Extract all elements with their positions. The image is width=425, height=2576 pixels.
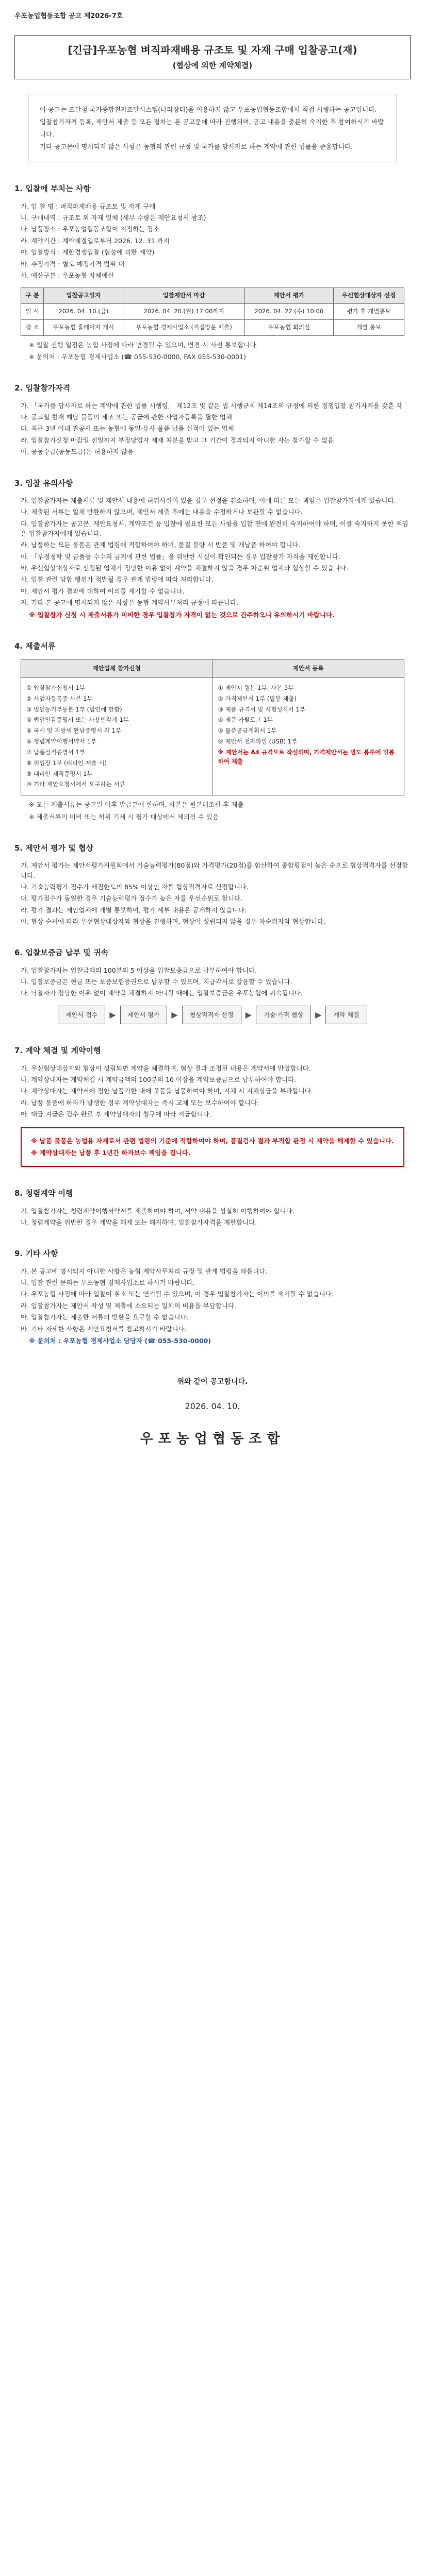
section-item: 마. 「부정청탁 및 금품등 수수의 금지에 관한 법률」을 위반한 사실이 확인되는 경우 입찰참가 자격을 제한합니다. xyxy=(21,552,340,561)
table-header: 제안업체 참가신청 xyxy=(21,660,213,678)
section-item: 가. 입찰참가자는 제출서류 및 제안서 내용에 허위사실이 있을 경우 선정을 취소하며, 이에 따른 모든 책임은 입찰참가자에게 있습니다. xyxy=(21,496,396,504)
document-item: ③ 법인등기부등본 1부 (법인에 한함) xyxy=(26,705,122,713)
closing-statement: 위와 같이 공고합니다. xyxy=(177,1378,248,1386)
section-item: 라. 평가 결과는 제안업체에 개별 통보하며, 평가 세부 내용은 공개하지 않습니다. xyxy=(21,906,247,914)
section-8 xyxy=(14,1188,411,1227)
section-item: 바. 기타 자세한 사항은 제안요청서를 참고하시기 바랍니다. xyxy=(21,1325,187,1333)
section-item: 사. 예산구분 : 우포농협 자체예산 xyxy=(21,271,115,279)
document-item: ⑨ 대리인 재직증명서 1부 xyxy=(26,770,93,777)
highlight-line: ※ 계약상대자는 납품 후 1년간 하자보수 책임을 집니다. xyxy=(31,1148,191,1157)
section-item: 다. 납품장소 : 우포농업협동조합이 지정하는 장소 xyxy=(21,225,160,233)
table-cell: 2026. 04. 20.(월) 17:00까지 xyxy=(123,304,244,320)
table-header: 우선협상대상자 선정 xyxy=(334,288,404,304)
section-item: 아. 제안서 평가 결과에 대하여 이의를 제기할 수 없습니다. xyxy=(21,587,185,595)
document-item: ③ 제품 규격서 및 시험성적서 1부 xyxy=(218,705,305,713)
section-item: 마. 협상 순서에 따라 우선협상대상자와 협상을 진행하며, 협상이 성립되지 않을 경우 차순위자와 협상합니다. xyxy=(21,918,325,926)
section-item: 바. 우선협상대상자로 선정된 업체가 정당한 이유 없이 계약을 체결하지 않을 경우 차순위 업체와 협상할 수 있습니다. xyxy=(21,564,349,572)
section-item: 다. 평가점수가 동일한 경우 기술능력평가 점수가 높은 자를 우선순위로 합니다. xyxy=(21,894,243,903)
document-item: ④ 법인인감증명서 또는 사용인감계 1부 xyxy=(26,716,129,724)
arrow-right-icon: ▶ xyxy=(245,1009,252,1020)
section-item: 다. 최근 3년 이내 관공서 또는 농협에 동일·유사 물품 납품 실적이 있는 업체 xyxy=(21,425,234,433)
document-item: ① 입찰참가신청서 1부 xyxy=(26,684,85,692)
section-title: 5. 제안서 평가 및 협상 xyxy=(14,843,93,853)
section-item: 나. 구매내역 : 규조토 외 자재 일체 (세부 수량은 제안요청서 참조) xyxy=(21,214,206,222)
document-item: ⑩ 기타 제안요청서에서 요구하는 서류 xyxy=(26,781,125,788)
document-item: ⑥ 청렴계약이행서약서 1부 xyxy=(26,738,97,745)
flow-step: 제안서 평가 xyxy=(120,1006,168,1025)
notice-line: 기타 공고문에 명시되지 않은 사항은 농협의 관련 규정 및 국가를 당사자로 하는 계약에 관한 법률을 준용합니다. xyxy=(40,142,353,150)
documents-table xyxy=(21,659,404,795)
section-item: 나. 기술능력평가 점수가 배점한도의 85% 이상인 자를 협상적격자로 선정합니다. xyxy=(21,883,249,891)
section-item: 나. 청렴계약을 위반한 경우 계약을 해제 또는 해지하며, 입찰참가자격을 제한합니다. xyxy=(21,1218,257,1227)
section-item: 라. 납품하는 모든 물품은 관계 법령에 적합하여야 하며, 품질 불량 시 반품 및 재납품 하여야 합니다. xyxy=(21,541,301,549)
section-item: 다. 낙찰자가 정당한 이유 없이 계약을 체결하지 아니할 때에는 입찰보증금은 우포농협에 귀속됩니다. xyxy=(21,989,303,997)
section-item: 가. 제안서 평가는 제안서평가위원회에서 기술능력평가(80점)와 가격평가(20점)를 합산하여 종합평점이 높은 순으로 협상적격자를 선정합니다. xyxy=(21,861,408,879)
table-header: 제안서 평가 xyxy=(244,288,333,304)
table-row xyxy=(21,319,404,335)
section-title: 1. 입찰에 부치는 사항 xyxy=(14,184,91,194)
notice-box xyxy=(28,94,397,162)
section-item: 마. 입찰방식 : 제한경쟁입찰 (협상에 의한 계약) xyxy=(21,248,155,257)
table-cell: 일 시 xyxy=(21,304,44,320)
section-1 xyxy=(14,183,411,362)
highlight-box xyxy=(21,1127,404,1167)
section-note: ※ 입찰 진행 일정은 농협 사정에 따라 변경될 수 있으며, 변경 시 사전 통보합니다. xyxy=(29,341,258,349)
document-number: 우포농업협동조합 공고 제2026-7호 xyxy=(14,12,123,20)
organization-name: 우포농업협동조합 xyxy=(140,1431,285,1447)
section-3 xyxy=(14,478,411,620)
table-row xyxy=(21,678,404,795)
table-cell: 개별 통보 xyxy=(334,319,404,335)
section-item: 마. 대금 지급은 검수 완료 후 계약상대자의 청구에 따라 지급합니다. xyxy=(21,1110,211,1118)
section-item: 다. 우포농협 사정에 따라 입찰이 취소 또는 연기될 수 있으며, 이 경우 입찰참가자는 이의를 제기할 수 없습니다. xyxy=(21,1290,334,1298)
section-2 xyxy=(14,382,411,456)
document-item: ⑦ 납품실적증명서 1부 xyxy=(26,748,85,756)
documents-table-wrap xyxy=(21,659,404,795)
table-cell xyxy=(213,678,404,795)
section-9 xyxy=(14,1248,411,1346)
flow-step: 계약 체결 xyxy=(325,1006,367,1025)
section-title: 9. 기타 사항 xyxy=(14,1249,58,1259)
section-item: 나. 계약상대자는 계약체결 시 계약금액의 100분의 10 이상을 계약보증금으로 납부하여야 합니다. xyxy=(21,1075,297,1083)
section-item: 가. 입찰참가자는 청렴계약이행서약서를 제출하여야 하며, 서약 내용을 성실히 이행하여야 합니다. xyxy=(21,1207,295,1215)
section-item: 마. 입찰참가자는 제출한 서류의 반환을 요구할 수 없습니다. xyxy=(21,1313,189,1321)
section-7 xyxy=(14,1045,411,1167)
document-item: ④ 제품 카탈로그 1부 xyxy=(218,716,273,724)
schedule-table xyxy=(21,287,404,335)
section-note: ※ 제출서류의 미비 또는 허위 기재 시 평가 대상에서 제외될 수 있음 xyxy=(29,812,219,821)
section-item: 가. 본 공고에 명시되지 아니한 사항은 농협 계약사무처리 규정 및 관계 법령을 따릅니다. xyxy=(21,1267,268,1275)
document-item: ※ 제안서는 A4 규격으로 작성하며, 가격제안서는 별도 봉투에 밀봉하여 제출 xyxy=(218,748,395,765)
section-title: 4. 제출서류 xyxy=(14,641,56,651)
document-title: [긴급]우포농협 벼직파재배용 규조토 및 자재 구매 입찰공고(재) xyxy=(68,44,357,57)
arrow-right-icon: ▶ xyxy=(315,1009,322,1020)
closing xyxy=(14,1377,411,1449)
table-header: 입찰제안서 마감 xyxy=(123,288,244,304)
schedule-table-wrap xyxy=(21,287,404,335)
table-cell xyxy=(21,678,213,795)
section-5 xyxy=(14,842,411,927)
section-title: 8. 청렴계약 이행 xyxy=(14,1189,73,1198)
document-item: ② 가격제안서 1부 (밀봉 제출) xyxy=(218,694,297,702)
section-title: 7. 계약 체결 및 계약이행 xyxy=(14,1046,101,1056)
table-header-row xyxy=(21,288,404,304)
warning-note: ※ 입찰참가 신청 시 제출서류가 미비한 경우 입찰참가 자격이 없는 것으로 간주하오니 유의하시기 바랍니다. xyxy=(29,611,335,619)
section-item: 마. 공동수급(공동도급)은 허용하지 않음 xyxy=(21,448,134,456)
section-item: 가. 「국가를 당사자로 하는 계약에 관한 법률 시행령」 제12조 및 같은 법 시행규칙 제14조의 규정에 의한 경쟁입찰 참가자격을 갖춘 자 xyxy=(21,401,403,410)
table-cell: 우포농협 경제사업소 (직접방문 제출) xyxy=(123,319,244,335)
table-cell: 2026. 04. 22.(수) 10:00 xyxy=(244,304,333,320)
section-4 xyxy=(14,640,411,822)
table-cell: 2026. 04. 10.(금) xyxy=(44,304,123,320)
section-item: 나. 입찰 관련 문의는 우포농협 경제사업소로 하시기 바랍니다. xyxy=(21,1279,195,1287)
table-header: 입찰공고일자 xyxy=(44,288,123,304)
document-item: ⑥ 제안서 전자파일 (USB) 1부 xyxy=(218,738,298,745)
process-flow xyxy=(14,1006,411,1025)
table-header-row xyxy=(21,660,404,678)
table-row xyxy=(21,304,404,320)
document-item: ② 사업자등록증 사본 1부 xyxy=(26,694,93,702)
document-item: ① 제안서 원본 1부, 사본 5부 xyxy=(218,684,294,692)
arrow-right-icon: ▶ xyxy=(171,1009,178,1020)
table-header: 구 분 xyxy=(21,288,44,304)
document-item: ⑤ 국세 및 지방세 완납증명서 각 1부 xyxy=(26,727,121,735)
flow-step: 제안서 접수 xyxy=(58,1006,105,1025)
flow-step: 기술·가격 협상 xyxy=(256,1006,311,1025)
notice-line: 이 공고는 조달청 국가종합전자조달시스템(나라장터)을 이용하지 않고 우포농업협동조합에서 직접 시행하는 공고입니다. xyxy=(40,106,377,114)
table-cell: 우포농협 홈페이지 게시 xyxy=(44,319,123,335)
section-item: 라. 입찰참가신청 마감일 전일까지 부정당업자 제재 처분을 받고 그 기간이 경과되지 아니한 자는 참가할 수 없음 xyxy=(21,436,334,444)
section-title: 6. 입찰보증금 납부 및 귀속 xyxy=(14,948,108,958)
highlight-line: ※ 납품 물품은 농업용 자재로서 관련 법령의 기준에 적합하여야 하며, 품질검사 결과 부적합 판정 시 계약을 해제할 수 있습니다. xyxy=(31,1137,394,1145)
table-cell: 평가 후 개별통보 xyxy=(334,304,404,320)
flow-step: 협상적격자 선정 xyxy=(182,1006,241,1025)
section-item: 다. 입찰참가자는 공고문, 제안요청서, 계약조건 등 입찰에 필요한 모든 사항을 입찰 전에 완전히 숙지하여야 하며, 이를 숙지하지 못한 책임은 입찰참가자에게 있습니다. xyxy=(21,519,408,537)
document-subtitle: (협상에 의한 계약체결) xyxy=(172,61,253,71)
section-note: ※ 문의처 : 우포농협 경제사업소 (☎ 055-530-0000, FAX 055-530-0001) xyxy=(29,353,246,361)
section-title: 3. 입찰 유의사항 xyxy=(14,478,73,488)
contact-note: ※ 문의처 : 우포농협 경제사업소 담당자 (☎ 055-530-0000) xyxy=(29,1336,211,1345)
section-6 xyxy=(14,947,411,1024)
section-item: 나. 공고일 현재 해당 물품의 제조 또는 공급에 관한 사업자등록을 필한 업체 xyxy=(21,413,232,421)
notice-line: 입찰참가자격 등록, 제안서 제출 등 모든 절차는 본 공고문에 따라 진행되며, 공고 내용을 충분히 숙지한 후 참여하시기 바랍니다. xyxy=(40,118,384,138)
title-box xyxy=(14,35,411,79)
table-header: 제안서 등록 xyxy=(213,660,404,678)
section-item: 라. 계약기간 : 계약체결일로부터 2026. 12. 31.까지 xyxy=(21,236,170,245)
section-item: 라. 납품 물품에 하자가 발생한 경우 계약상대자는 즉시 교체 또는 보수하여야 합니다. xyxy=(21,1098,259,1107)
section-item: 다. 계약상대자는 계약서에 정한 납품기한 내에 물품을 납품하여야 하며, 지체 시 지체상금을 부과합니다. xyxy=(21,1087,313,1095)
arrow-right-icon: ▶ xyxy=(109,1009,116,1020)
table-cell: 우포농협 회의실 xyxy=(244,319,333,335)
section-item: 가. 입찰참가자는 입찰금액의 100분의 5 이상을 입찰보증금으로 납부하여야 합니다. xyxy=(21,966,257,974)
section-title: 2. 입찰참가자격 xyxy=(14,383,71,393)
document-item: ⑤ 물품공급계획서 1부 xyxy=(218,727,277,735)
section-item: 라. 입찰참가자는 제안서 작성 및 제출에 소요되는 일체의 비용을 부담합니다. xyxy=(21,1301,237,1310)
table-cell: 장 소 xyxy=(21,319,44,335)
section-item: 나. 제출된 서류는 일체 반환하지 않으며, 제안서 제출 후에는 내용을 수정하거나 보완할 수 없습니다. xyxy=(21,508,303,516)
section-item: 나. 입찰보증금은 현금 또는 보증보험증권으로 납부할 수 있으며, 지급각서로 갈음할 수 있습니다. xyxy=(21,978,292,986)
section-item: 자. 기타 본 공고에 명시되지 않은 사항은 농협 계약사무처리 규정에 따릅니다. xyxy=(21,599,239,607)
document-item: ⑧ 위임장 1부 (대리인 제출 시) xyxy=(26,759,107,767)
section-item: 바. 추정가격 : 별도 예정가격 범위 내 xyxy=(21,260,125,268)
closing-date: 2026. 04. 10. xyxy=(185,1401,240,1412)
section-item: 사. 입찰 관련 담합 행위가 적발될 경우 관계 법령에 따라 처리합니다. xyxy=(21,575,214,584)
section-note: ※ 모든 제출서류는 공고일 이후 발급분에 한하며, 사본은 원본대조필 후 제출 xyxy=(29,801,244,809)
section-item: 가. 입 찰 명 : 벼직파재배용 규조토 및 자재 구매 xyxy=(21,202,156,210)
section-item: 가. 우선협상대상자와 협상이 성립되면 계약을 체결하며, 협상 결과 조정된 내용은 계약서에 반영합니다. xyxy=(21,1064,311,1072)
